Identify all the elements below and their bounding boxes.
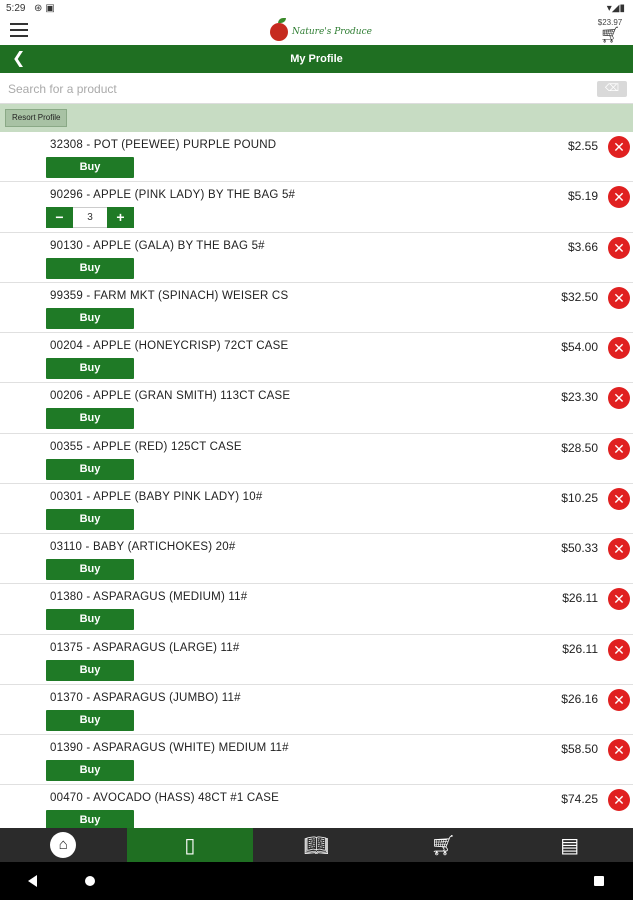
remove-icon[interactable]: ✕ (608, 789, 630, 811)
buy-button[interactable]: Buy (46, 358, 134, 379)
buy-button[interactable]: Buy (46, 258, 134, 279)
product-name: 01375 - ASPARAGUS (LARGE) 11# (50, 641, 240, 654)
buy-button[interactable]: Buy (46, 509, 134, 530)
door-icon: ▯ (184, 834, 196, 857)
buy-button[interactable]: Buy (46, 760, 134, 781)
nav-catalog[interactable] (253, 828, 380, 862)
increase-quantity-button[interactable]: + (107, 207, 134, 228)
product-row (0, 735, 633, 785)
product-name: 01370 - ASPARAGUS (JUMBO) 11# (50, 691, 241, 704)
remove-icon[interactable]: ✕ (608, 287, 630, 309)
buy-button[interactable]: Buy (46, 710, 134, 731)
buy-button[interactable]: Buy (46, 609, 134, 630)
clear-search-button[interactable]: ⌫ (597, 81, 627, 97)
product-name: 90130 - APPLE (GALA) BY THE BAG 5# (50, 239, 265, 252)
product-row (0, 233, 633, 283)
product-price: $26.11 (562, 641, 598, 656)
title-bar (0, 45, 633, 73)
nav-cart[interactable] (380, 828, 507, 862)
cart-icon: 🛒︎ (430, 834, 456, 857)
product-price: $5.19 (567, 189, 598, 204)
product-row (0, 635, 633, 685)
hamburger-menu-icon[interactable] (10, 23, 28, 39)
book-icon: 📖︎ (303, 834, 330, 857)
product-name: 01390 - ASPARAGUS (WHITE) MEDIUM 11# (50, 742, 289, 754)
remove-icon[interactable]: ✕ (608, 588, 630, 610)
product-row (0, 283, 633, 333)
product-row (0, 484, 633, 534)
brand-name: Nature's Produce (292, 27, 372, 37)
product-row (0, 534, 633, 584)
cart-icon[interactable]: 🛒︎ (599, 27, 621, 44)
buy-button[interactable]: Buy (46, 408, 134, 429)
brand-logo (270, 20, 372, 44)
buy-button[interactable]: Buy (46, 660, 134, 681)
product-name: 03110 - BABY (ARTICHOKES) 20# (50, 541, 236, 553)
product-price: $26.16 (561, 691, 598, 706)
product-row (0, 333, 633, 383)
product-row (0, 434, 633, 484)
remove-icon[interactable]: ✕ (608, 438, 630, 460)
remove-icon[interactable]: ✕ (608, 639, 630, 661)
product-price: $58.50 (561, 742, 598, 756)
product-price: $10.25 (561, 490, 598, 505)
buy-button[interactable]: Buy (46, 810, 134, 828)
decrease-quantity-button[interactable]: − (46, 207, 73, 228)
product-name: 90296 - APPLE (PINK LADY) BY THE BAG 5# (50, 189, 296, 202)
system-home-icon[interactable] (85, 876, 95, 886)
remove-icon[interactable]: ✕ (608, 689, 630, 711)
buy-button[interactable]: Buy (46, 459, 134, 480)
buy-button[interactable]: Buy (46, 157, 134, 178)
product-price: $74.25 (561, 792, 598, 807)
nav-profile[interactable] (127, 828, 254, 862)
buy-button[interactable]: Buy (46, 559, 134, 580)
product-row (0, 132, 633, 182)
product-list (0, 132, 633, 828)
product-price: $54.00 (561, 340, 598, 354)
buy-button[interactable]: Buy (46, 308, 134, 329)
system-back-icon[interactable] (28, 875, 37, 887)
remove-icon[interactable]: ✕ (608, 337, 630, 359)
status-bar (0, 0, 633, 18)
product-price: $2.55 (567, 139, 598, 153)
remove-icon[interactable]: ✕ (608, 387, 630, 409)
product-name: 00206 - APPLE (GRAN SMITH) 113CT CASE (50, 390, 291, 403)
product-price: $26.11 (562, 591, 598, 606)
product-price: $28.50 (561, 440, 598, 455)
product-name: 99359 - FARM MKT (SPINACH) WEISER CS (50, 289, 289, 302)
product-name: 00470 - AVOCADO (HASS) 48CT #1 CASE (50, 792, 279, 805)
remove-icon[interactable]: ✕ (608, 136, 630, 158)
bottom-nav (0, 828, 633, 862)
profile-toolbar (0, 104, 633, 132)
nav-home[interactable] (0, 828, 127, 862)
apple-logo-icon (270, 23, 288, 41)
product-price: $3.66 (567, 239, 598, 254)
header-cart[interactable] (593, 18, 627, 45)
search-input[interactable] (8, 79, 588, 99)
remove-icon[interactable]: ✕ (608, 186, 630, 208)
search-bar (0, 73, 633, 104)
system-recents-icon[interactable] (594, 876, 604, 886)
back-icon[interactable]: ❮ (12, 50, 26, 67)
page-title: My Profile (290, 53, 343, 65)
calculator-icon: ▤ (560, 834, 580, 857)
product-row (0, 785, 633, 828)
product-name: 00301 - APPLE (BABY PINK LADY) 10# (50, 490, 263, 503)
cart-total: $23.97 (597, 18, 623, 27)
system-navigation-bar (0, 862, 633, 900)
notification-icons: ⊛▣ (34, 3, 58, 14)
product-name: 00355 - APPLE (RED) 125CT CASE (50, 440, 242, 453)
remove-icon[interactable]: ✕ (608, 538, 630, 560)
product-name: 01380 - ASPARAGUS (MEDIUM) 11# (50, 591, 248, 604)
product-price: $23.30 (561, 390, 598, 405)
quantity-field[interactable]: 3 (73, 207, 107, 228)
product-name: 00204 - APPLE (HONEYCRISP) 72CT CASE (50, 340, 289, 352)
home-icon: ⌂ (50, 832, 76, 858)
nav-calculator[interactable] (506, 828, 633, 862)
product-price: $32.50 (561, 289, 598, 304)
remove-icon[interactable]: ✕ (608, 739, 630, 761)
remove-icon[interactable]: ✕ (608, 237, 630, 259)
quantity-stepper (46, 207, 134, 228)
product-row (0, 383, 633, 433)
product-row (0, 584, 633, 634)
product-price: $50.33 (561, 541, 598, 555)
product-name: 32308 - POT (PEEWEE) PURPLE POUND (50, 139, 277, 151)
product-row (0, 182, 633, 232)
product-row (0, 685, 633, 735)
status-time: 5:29 (6, 3, 26, 14)
system-status-icons: ▾◢▮ (606, 3, 625, 14)
app-header (0, 18, 633, 45)
resort-profile-button[interactable]: Resort Profile (5, 109, 67, 127)
remove-icon[interactable]: ✕ (608, 488, 630, 510)
